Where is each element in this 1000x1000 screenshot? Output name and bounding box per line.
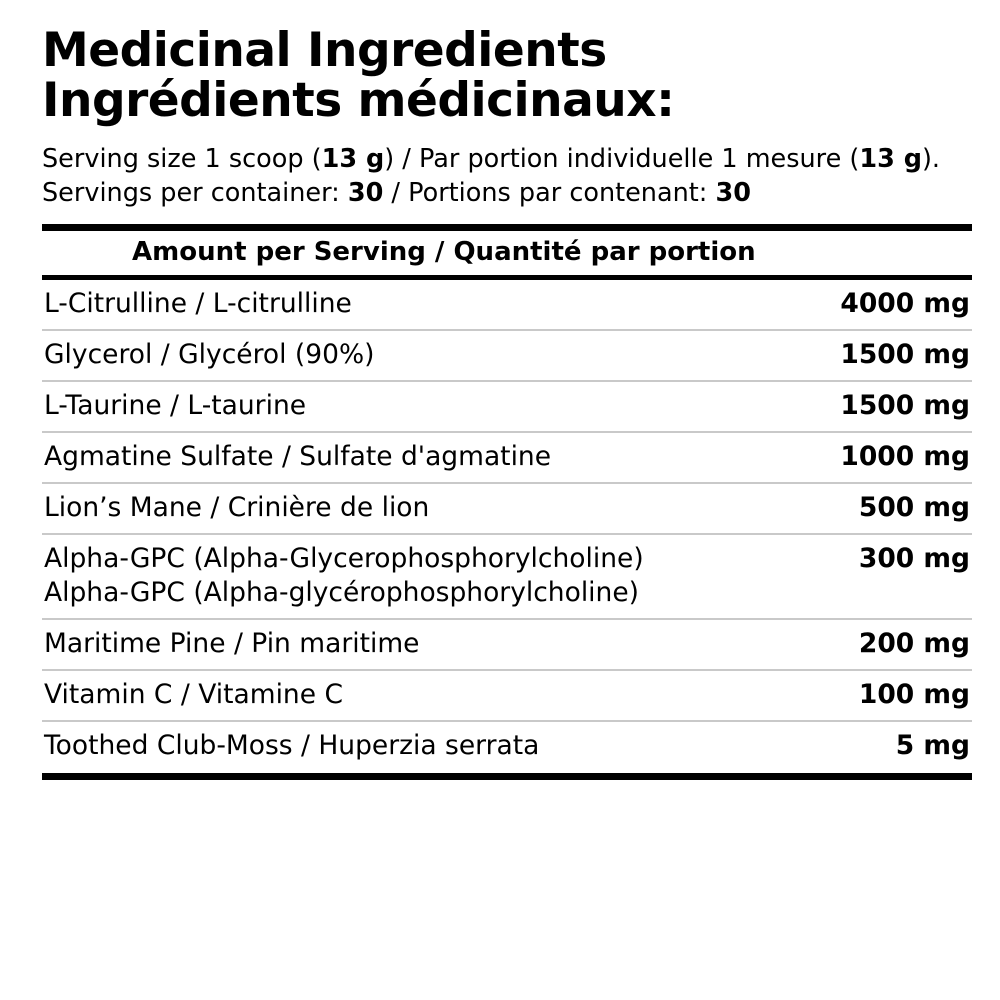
divider-bottom-thick: [42, 773, 972, 780]
panel-content: [42, 23, 972, 780]
ingredient-name: Agmatine Sulfate / Sulfate d'agmatine: [44, 441, 552, 472]
table-row: [42, 535, 972, 618]
ingredient-amount: 100 mg: [858, 679, 970, 710]
serving-size-post: ).: [921, 144, 941, 174]
ingredient-name-french: Alpha-GPC (Alpha-glycérophosphorylcholine): [44, 577, 639, 608]
ingredient-amount: 1500 mg: [840, 339, 970, 370]
ingredient-name-english: Alpha-GPC (Alpha-Glycerophosphorylcholine): [44, 543, 644, 574]
ingredient-name: [42, 542, 644, 610]
serving-size-value-1: 13 g: [321, 144, 385, 174]
ingredient-amount: 500 mg: [858, 492, 970, 523]
ingredient-name: Toothed Club-Moss / Huperzia serrata: [44, 730, 540, 761]
servings-value-1: 30: [347, 178, 384, 208]
ingredient-amount: 1000 mg: [840, 441, 970, 472]
ingredient-amount: 200 mg: [858, 628, 970, 659]
ingredient-list: [42, 280, 972, 771]
table-row: [42, 722, 972, 771]
title-english: Medicinal Ingredients: [42, 23, 607, 78]
ingredient-name: Lion’s Mane / Crinière de lion: [44, 492, 430, 523]
table-row: [42, 280, 972, 329]
ingredient-amount: 5 mg: [895, 730, 970, 761]
table-row: [42, 331, 972, 380]
panel-title: [42, 23, 972, 128]
ingredient-name: Vitamin C / Vitamine C: [44, 679, 343, 710]
serving-size-mid: ) / Par portion individuelle 1 mesure (: [384, 144, 860, 174]
serving-info: [42, 142, 972, 210]
serving-size-value-2: 13 g: [859, 144, 922, 174]
ingredient-amount: 300 mg: [858, 543, 970, 574]
title-french: Ingrédients médicinaux:: [42, 73, 675, 128]
servings-mid: / Portions par contenant:: [383, 178, 716, 208]
serving-size-pre: Serving size 1 scoop (: [42, 144, 322, 174]
ingredient-amount: 4000 mg: [840, 288, 970, 319]
amount-per-serving-header: Amount per Serving / Quantité par portion: [132, 237, 756, 267]
servings-per-container-line: [42, 176, 972, 210]
serving-size-line: [42, 142, 972, 176]
table-row: [42, 484, 972, 533]
table-row: [42, 382, 972, 431]
servings-value-2: 30: [715, 178, 751, 208]
ingredient-name: Maritime Pine / Pin maritime: [44, 628, 420, 659]
divider-top-thick: [42, 224, 972, 231]
table-row: [42, 671, 972, 720]
ingredient-amount: 1500 mg: [840, 390, 970, 421]
ingredient-name: L-Citrulline / L-citrulline: [44, 288, 352, 319]
ingredient-name: L-Taurine / L-taurine: [44, 390, 307, 421]
table-row: [42, 433, 972, 482]
table-row: [42, 620, 972, 669]
ingredient-name: Glycerol / Glycérol (90%): [44, 339, 375, 370]
servings-pre: Servings per container:: [42, 178, 348, 208]
